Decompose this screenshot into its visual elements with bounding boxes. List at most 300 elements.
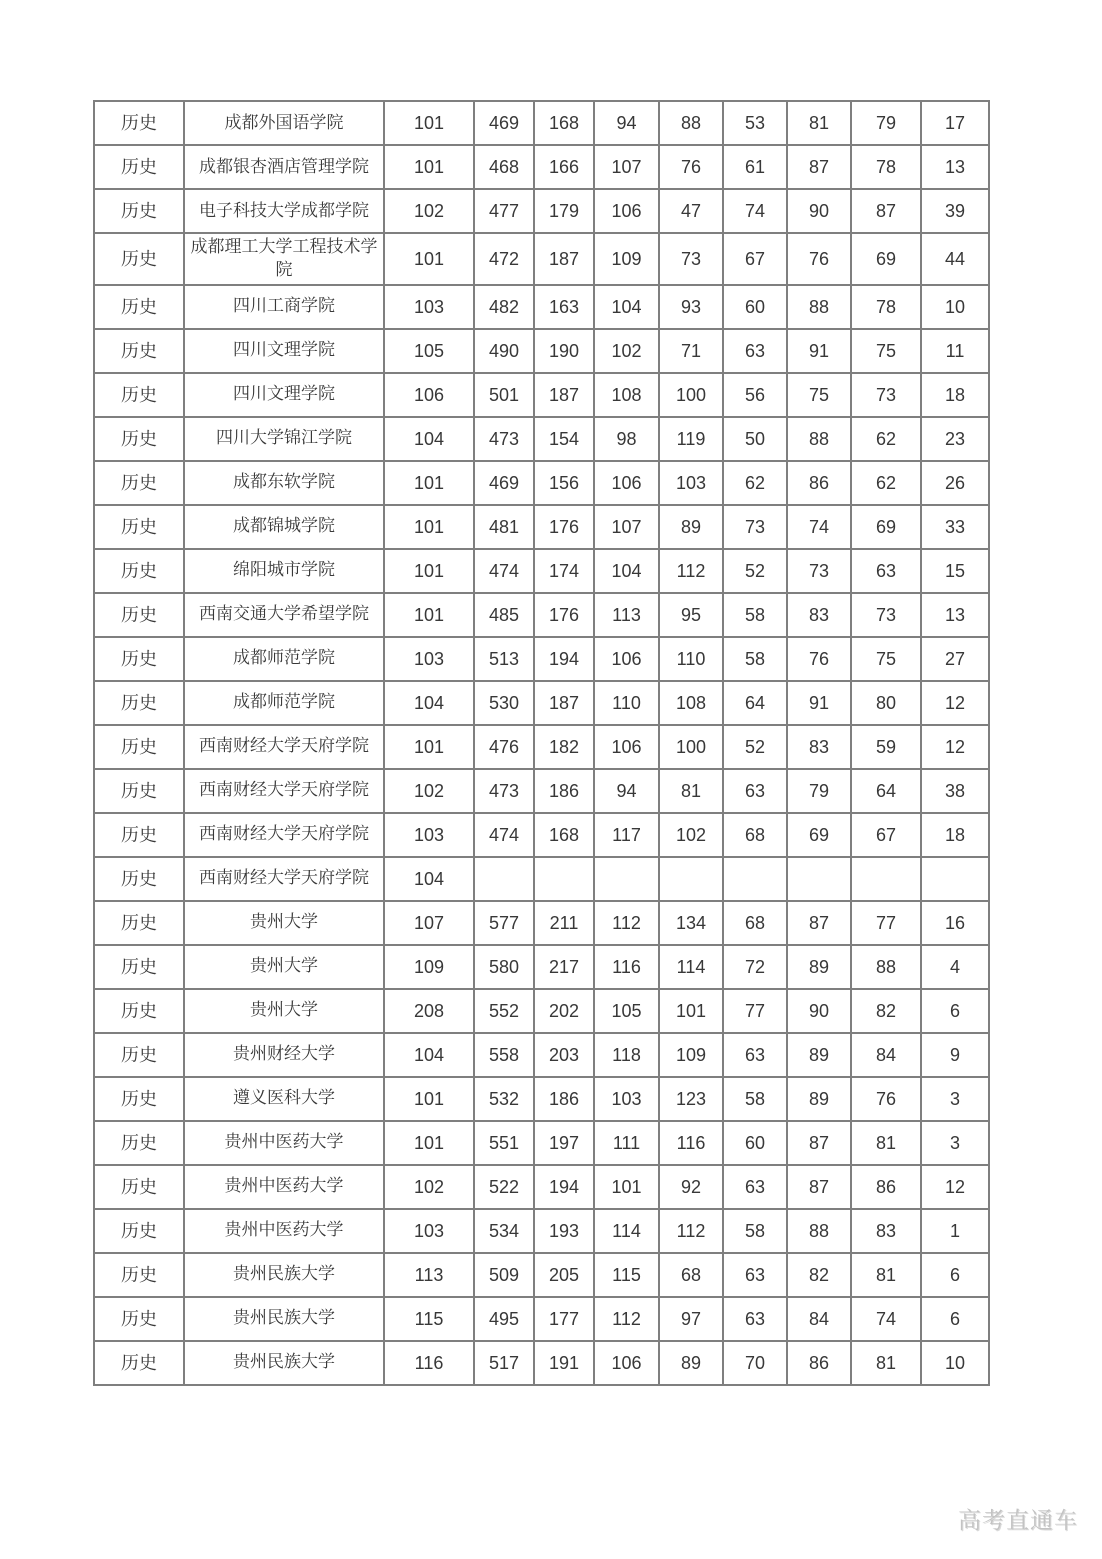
value-cell: 50 xyxy=(723,417,787,461)
table-row xyxy=(94,637,989,681)
value-cell: 58 xyxy=(723,637,787,681)
value-cell: 163 xyxy=(534,285,594,329)
value-cell: 203 xyxy=(534,1033,594,1077)
value-cell: 101 xyxy=(384,101,474,145)
subject-cell: 历史 xyxy=(94,505,184,549)
table-row xyxy=(94,989,989,1033)
value-cell: 79 xyxy=(851,101,921,145)
value-cell: 3 xyxy=(921,1121,989,1165)
value-cell: 69 xyxy=(787,813,851,857)
value-cell: 76 xyxy=(851,1077,921,1121)
value-cell: 112 xyxy=(659,549,723,593)
value-cell: 16 xyxy=(921,901,989,945)
value-cell: 472 xyxy=(474,233,534,285)
value-cell: 76 xyxy=(659,145,723,189)
value-cell: 119 xyxy=(659,417,723,461)
value-cell: 63 xyxy=(723,769,787,813)
subject-cell: 历史 xyxy=(94,989,184,1033)
value-cell: 481 xyxy=(474,505,534,549)
school-cell: 成都理工大学工程技术学院 xyxy=(184,233,384,285)
value-cell: 87 xyxy=(787,145,851,189)
value-cell: 107 xyxy=(384,901,474,945)
subject-cell: 历史 xyxy=(94,637,184,681)
subject-cell: 历史 xyxy=(94,461,184,505)
subject-cell: 历史 xyxy=(94,1341,184,1385)
value-cell: 81 xyxy=(851,1253,921,1297)
value-cell: 88 xyxy=(787,1209,851,1253)
school-cell: 西南财经大学天府学院 xyxy=(184,813,384,857)
school-cell: 贵州民族大学 xyxy=(184,1253,384,1297)
value-cell: 88 xyxy=(787,417,851,461)
value-cell: 73 xyxy=(851,373,921,417)
value-cell: 469 xyxy=(474,101,534,145)
value-cell: 82 xyxy=(851,989,921,1033)
value-cell: 100 xyxy=(659,373,723,417)
value-cell: 187 xyxy=(534,373,594,417)
value-cell: 101 xyxy=(384,725,474,769)
subject-cell: 历史 xyxy=(94,373,184,417)
table-row xyxy=(94,549,989,593)
value-cell: 84 xyxy=(851,1033,921,1077)
value-cell: 115 xyxy=(594,1253,659,1297)
value-cell: 88 xyxy=(851,945,921,989)
value-cell: 64 xyxy=(723,681,787,725)
value-cell: 4 xyxy=(921,945,989,989)
value-cell: 106 xyxy=(594,461,659,505)
value-cell: 116 xyxy=(659,1121,723,1165)
school-cell: 西南财经大学天府学院 xyxy=(184,769,384,813)
value-cell: 115 xyxy=(384,1297,474,1341)
subject-cell: 历史 xyxy=(94,285,184,329)
value-cell: 87 xyxy=(787,1165,851,1209)
value-cell: 91 xyxy=(787,681,851,725)
value-cell: 476 xyxy=(474,725,534,769)
value-cell: 103 xyxy=(384,285,474,329)
subject-cell: 历史 xyxy=(94,1165,184,1209)
value-cell: 101 xyxy=(384,549,474,593)
value-cell: 100 xyxy=(659,725,723,769)
value-cell: 61 xyxy=(723,145,787,189)
value-cell: 98 xyxy=(594,417,659,461)
value-cell: 186 xyxy=(534,1077,594,1121)
value-cell: 114 xyxy=(594,1209,659,1253)
value-cell xyxy=(659,857,723,901)
value-cell: 101 xyxy=(384,233,474,285)
value-cell: 81 xyxy=(787,101,851,145)
value-cell: 13 xyxy=(921,593,989,637)
table-row xyxy=(94,505,989,549)
value-cell: 179 xyxy=(534,189,594,233)
value-cell: 81 xyxy=(851,1341,921,1385)
value-cell: 205 xyxy=(534,1253,594,1297)
value-cell: 58 xyxy=(723,1209,787,1253)
value-cell: 73 xyxy=(659,233,723,285)
value-cell: 18 xyxy=(921,373,989,417)
value-cell: 166 xyxy=(534,145,594,189)
value-cell: 94 xyxy=(594,101,659,145)
subject-cell: 历史 xyxy=(94,725,184,769)
subject-cell: 历史 xyxy=(94,1077,184,1121)
value-cell: 77 xyxy=(851,901,921,945)
subject-cell: 历史 xyxy=(94,549,184,593)
subject-cell: 历史 xyxy=(94,1121,184,1165)
value-cell: 103 xyxy=(594,1077,659,1121)
table-row xyxy=(94,1121,989,1165)
value-cell: 202 xyxy=(534,989,594,1033)
value-cell: 106 xyxy=(594,637,659,681)
table-row xyxy=(94,593,989,637)
value-cell: 68 xyxy=(723,813,787,857)
value-cell xyxy=(851,857,921,901)
value-cell: 6 xyxy=(921,989,989,1033)
value-cell: 56 xyxy=(723,373,787,417)
value-cell: 73 xyxy=(787,549,851,593)
value-cell: 79 xyxy=(787,769,851,813)
value-cell: 532 xyxy=(474,1077,534,1121)
value-cell: 551 xyxy=(474,1121,534,1165)
value-cell: 44 xyxy=(921,233,989,285)
value-cell: 80 xyxy=(851,681,921,725)
table-row xyxy=(94,769,989,813)
school-cell: 贵州民族大学 xyxy=(184,1297,384,1341)
value-cell: 62 xyxy=(851,417,921,461)
value-cell: 63 xyxy=(723,329,787,373)
school-cell: 成都师范学院 xyxy=(184,681,384,725)
table-row xyxy=(94,1253,989,1297)
value-cell: 112 xyxy=(659,1209,723,1253)
school-cell: 贵州中医药大学 xyxy=(184,1209,384,1253)
value-cell: 102 xyxy=(659,813,723,857)
value-cell: 67 xyxy=(851,813,921,857)
value-cell: 118 xyxy=(594,1033,659,1077)
value-cell: 78 xyxy=(851,285,921,329)
value-cell: 134 xyxy=(659,901,723,945)
value-cell: 53 xyxy=(723,101,787,145)
value-cell: 473 xyxy=(474,769,534,813)
value-cell: 71 xyxy=(659,329,723,373)
school-cell: 贵州大学 xyxy=(184,989,384,1033)
value-cell: 39 xyxy=(921,189,989,233)
value-cell: 97 xyxy=(659,1297,723,1341)
value-cell: 558 xyxy=(474,1033,534,1077)
value-cell: 156 xyxy=(534,461,594,505)
subject-cell: 历史 xyxy=(94,145,184,189)
value-cell: 105 xyxy=(384,329,474,373)
value-cell: 101 xyxy=(384,1077,474,1121)
subject-cell: 历史 xyxy=(94,1033,184,1077)
value-cell: 12 xyxy=(921,1165,989,1209)
value-cell: 577 xyxy=(474,901,534,945)
school-cell: 遵义医科大学 xyxy=(184,1077,384,1121)
value-cell: 117 xyxy=(594,813,659,857)
value-cell: 83 xyxy=(851,1209,921,1253)
value-cell: 208 xyxy=(384,989,474,1033)
value-cell: 101 xyxy=(384,1121,474,1165)
value-cell: 64 xyxy=(851,769,921,813)
value-cell: 3 xyxy=(921,1077,989,1121)
value-cell: 67 xyxy=(723,233,787,285)
value-cell: 193 xyxy=(534,1209,594,1253)
value-cell: 109 xyxy=(384,945,474,989)
value-cell: 6 xyxy=(921,1297,989,1341)
value-cell: 109 xyxy=(659,1033,723,1077)
value-cell: 474 xyxy=(474,549,534,593)
value-cell: 89 xyxy=(787,945,851,989)
school-cell: 绵阳城市学院 xyxy=(184,549,384,593)
table-row xyxy=(94,813,989,857)
value-cell: 110 xyxy=(659,637,723,681)
value-cell: 47 xyxy=(659,189,723,233)
value-cell: 86 xyxy=(787,1341,851,1385)
table-row xyxy=(94,945,989,989)
value-cell: 501 xyxy=(474,373,534,417)
table-row xyxy=(94,1033,989,1077)
value-cell: 495 xyxy=(474,1297,534,1341)
value-cell: 102 xyxy=(384,769,474,813)
value-cell: 94 xyxy=(594,769,659,813)
value-cell: 9 xyxy=(921,1033,989,1077)
value-cell: 88 xyxy=(787,285,851,329)
value-cell: 101 xyxy=(384,145,474,189)
value-cell: 104 xyxy=(384,681,474,725)
school-cell: 电子科技大学成都学院 xyxy=(184,189,384,233)
subject-cell: 历史 xyxy=(94,1209,184,1253)
table-row xyxy=(94,1209,989,1253)
value-cell xyxy=(534,857,594,901)
value-cell: 482 xyxy=(474,285,534,329)
value-cell: 517 xyxy=(474,1341,534,1385)
value-cell: 513 xyxy=(474,637,534,681)
value-cell: 190 xyxy=(534,329,594,373)
value-cell: 123 xyxy=(659,1077,723,1121)
value-cell: 86 xyxy=(851,1165,921,1209)
school-cell: 贵州财经大学 xyxy=(184,1033,384,1077)
value-cell: 10 xyxy=(921,285,989,329)
value-cell: 580 xyxy=(474,945,534,989)
value-cell: 62 xyxy=(723,461,787,505)
value-cell: 70 xyxy=(723,1341,787,1385)
value-cell: 101 xyxy=(384,461,474,505)
school-cell: 四川文理学院 xyxy=(184,373,384,417)
value-cell: 74 xyxy=(787,505,851,549)
school-cell: 四川大学锦江学院 xyxy=(184,417,384,461)
value-cell: 112 xyxy=(594,901,659,945)
value-cell: 473 xyxy=(474,417,534,461)
value-cell: 111 xyxy=(594,1121,659,1165)
subject-cell: 历史 xyxy=(94,857,184,901)
school-cell: 贵州大学 xyxy=(184,945,384,989)
value-cell: 194 xyxy=(534,1165,594,1209)
value-cell: 74 xyxy=(851,1297,921,1341)
value-cell: 106 xyxy=(594,1341,659,1385)
value-cell xyxy=(787,857,851,901)
value-cell: 530 xyxy=(474,681,534,725)
value-cell: 197 xyxy=(534,1121,594,1165)
value-cell xyxy=(474,857,534,901)
watermark: 高考直通车 xyxy=(958,1507,1078,1533)
table-row xyxy=(94,145,989,189)
value-cell: 102 xyxy=(384,1165,474,1209)
value-cell: 89 xyxy=(659,1341,723,1385)
school-cell: 西南财经大学天府学院 xyxy=(184,725,384,769)
value-cell: 12 xyxy=(921,725,989,769)
value-cell: 469 xyxy=(474,461,534,505)
value-cell: 90 xyxy=(787,989,851,1033)
value-cell: 13 xyxy=(921,145,989,189)
value-cell: 104 xyxy=(384,857,474,901)
subject-cell: 历史 xyxy=(94,1297,184,1341)
value-cell: 101 xyxy=(384,505,474,549)
value-cell: 102 xyxy=(594,329,659,373)
school-cell: 贵州中医药大学 xyxy=(184,1165,384,1209)
value-cell: 83 xyxy=(787,593,851,637)
subject-cell: 历史 xyxy=(94,681,184,725)
value-cell: 27 xyxy=(921,637,989,681)
school-cell: 成都外国语学院 xyxy=(184,101,384,145)
value-cell: 93 xyxy=(659,285,723,329)
value-cell: 18 xyxy=(921,813,989,857)
value-cell: 58 xyxy=(723,593,787,637)
value-cell: 59 xyxy=(851,725,921,769)
value-cell: 6 xyxy=(921,1253,989,1297)
value-cell: 63 xyxy=(723,1297,787,1341)
value-cell: 468 xyxy=(474,145,534,189)
value-cell: 110 xyxy=(594,681,659,725)
value-cell: 101 xyxy=(594,1165,659,1209)
subject-cell: 历史 xyxy=(94,769,184,813)
table-row xyxy=(94,233,989,285)
table-row xyxy=(94,857,989,901)
school-cell: 贵州大学 xyxy=(184,901,384,945)
value-cell: 116 xyxy=(384,1341,474,1385)
value-cell: 112 xyxy=(594,1297,659,1341)
value-cell: 89 xyxy=(659,505,723,549)
value-cell: 217 xyxy=(534,945,594,989)
value-cell: 186 xyxy=(534,769,594,813)
value-cell: 168 xyxy=(534,101,594,145)
table-row xyxy=(94,1077,989,1121)
table-row xyxy=(94,461,989,505)
value-cell: 92 xyxy=(659,1165,723,1209)
value-cell: 104 xyxy=(594,285,659,329)
value-cell: 76 xyxy=(787,233,851,285)
table-row xyxy=(94,373,989,417)
table-row xyxy=(94,1297,989,1341)
value-cell: 522 xyxy=(474,1165,534,1209)
value-cell: 101 xyxy=(384,593,474,637)
value-cell: 81 xyxy=(851,1121,921,1165)
value-cell: 474 xyxy=(474,813,534,857)
value-cell: 114 xyxy=(659,945,723,989)
value-cell: 106 xyxy=(594,189,659,233)
value-cell: 102 xyxy=(384,189,474,233)
value-cell: 103 xyxy=(384,1209,474,1253)
subject-cell: 历史 xyxy=(94,1253,184,1297)
value-cell: 95 xyxy=(659,593,723,637)
value-cell: 103 xyxy=(659,461,723,505)
value-cell: 108 xyxy=(594,373,659,417)
table-row xyxy=(94,329,989,373)
value-cell: 58 xyxy=(723,1077,787,1121)
value-cell: 74 xyxy=(723,189,787,233)
value-cell: 10 xyxy=(921,1341,989,1385)
subject-cell: 历史 xyxy=(94,329,184,373)
value-cell: 154 xyxy=(534,417,594,461)
value-cell: 89 xyxy=(787,1033,851,1077)
subject-cell: 历史 xyxy=(94,417,184,461)
value-cell: 88 xyxy=(659,101,723,145)
table-row xyxy=(94,101,989,145)
school-cell: 成都东软学院 xyxy=(184,461,384,505)
value-cell: 84 xyxy=(787,1297,851,1341)
value-cell: 176 xyxy=(534,505,594,549)
score-table-body xyxy=(94,101,989,1385)
value-cell xyxy=(723,857,787,901)
admission-score-table xyxy=(93,100,990,1386)
value-cell: 11 xyxy=(921,329,989,373)
value-cell: 33 xyxy=(921,505,989,549)
subject-cell: 历史 xyxy=(94,901,184,945)
school-cell: 西南财经大学天府学院 xyxy=(184,857,384,901)
value-cell: 52 xyxy=(723,725,787,769)
value-cell: 15 xyxy=(921,549,989,593)
subject-cell: 历史 xyxy=(94,101,184,145)
value-cell: 83 xyxy=(787,725,851,769)
value-cell: 63 xyxy=(723,1033,787,1077)
value-cell: 68 xyxy=(659,1253,723,1297)
value-cell: 176 xyxy=(534,593,594,637)
value-cell: 187 xyxy=(534,233,594,285)
value-cell: 75 xyxy=(787,373,851,417)
value-cell: 60 xyxy=(723,1121,787,1165)
value-cell: 552 xyxy=(474,989,534,1033)
value-cell: 113 xyxy=(384,1253,474,1297)
value-cell: 187 xyxy=(534,681,594,725)
value-cell: 89 xyxy=(787,1077,851,1121)
value-cell: 194 xyxy=(534,637,594,681)
value-cell: 63 xyxy=(851,549,921,593)
value-cell: 490 xyxy=(474,329,534,373)
value-cell: 107 xyxy=(594,505,659,549)
value-cell: 107 xyxy=(594,145,659,189)
value-cell: 72 xyxy=(723,945,787,989)
value-cell: 485 xyxy=(474,593,534,637)
value-cell: 103 xyxy=(384,637,474,681)
value-cell: 103 xyxy=(384,813,474,857)
value-cell: 104 xyxy=(384,1033,474,1077)
subject-cell: 历史 xyxy=(94,945,184,989)
school-cell: 贵州中医药大学 xyxy=(184,1121,384,1165)
value-cell: 191 xyxy=(534,1341,594,1385)
school-cell: 四川工商学院 xyxy=(184,285,384,329)
value-cell: 106 xyxy=(384,373,474,417)
table-row xyxy=(94,1165,989,1209)
school-cell: 成都师范学院 xyxy=(184,637,384,681)
value-cell: 26 xyxy=(921,461,989,505)
value-cell: 509 xyxy=(474,1253,534,1297)
value-cell: 73 xyxy=(851,593,921,637)
value-cell: 75 xyxy=(851,329,921,373)
value-cell: 182 xyxy=(534,725,594,769)
value-cell: 104 xyxy=(384,417,474,461)
value-cell: 177 xyxy=(534,1297,594,1341)
value-cell: 82 xyxy=(787,1253,851,1297)
value-cell: 87 xyxy=(787,1121,851,1165)
value-cell: 86 xyxy=(787,461,851,505)
value-cell xyxy=(921,857,989,901)
value-cell xyxy=(594,857,659,901)
school-cell: 四川文理学院 xyxy=(184,329,384,373)
